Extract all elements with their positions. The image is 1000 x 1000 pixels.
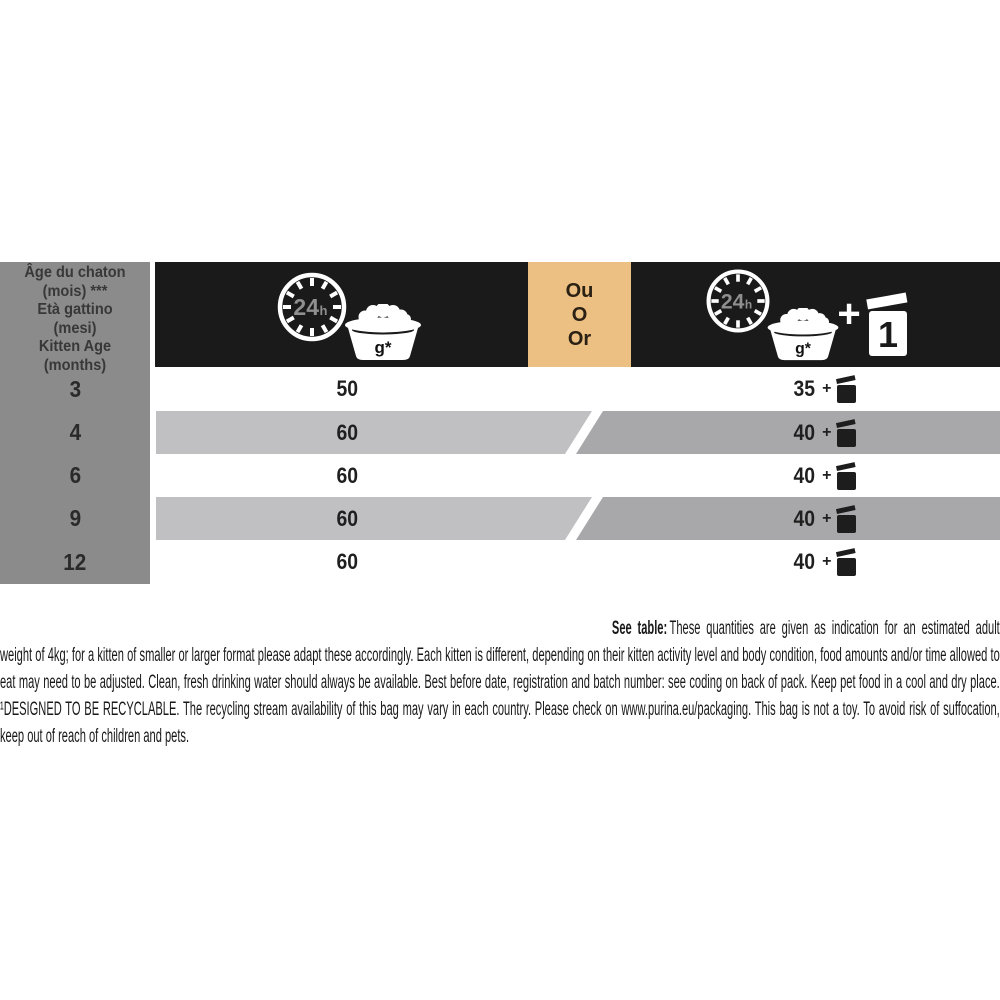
- wet-food-pouch-icon: [836, 548, 858, 576]
- or-cell: [528, 262, 631, 367]
- footnote-paragraph: [0, 615, 1000, 750]
- food-bowl-icon: [340, 304, 426, 362]
- age-value: 6: [69, 462, 81, 488]
- svg-text:24: 24: [720, 290, 745, 314]
- age-value: 9: [69, 505, 81, 531]
- svg-text:g*: g*: [795, 340, 811, 358]
- footnote-label: See table:: [611, 618, 668, 639]
- age-header-line: Kitten Age: [38, 338, 112, 355]
- svg-text:1: 1: [877, 314, 899, 355]
- combo-grams-value: 40 +: [740, 540, 910, 584]
- combo-grams-value: 40 +: [740, 454, 910, 497]
- table-header: [155, 262, 1000, 367]
- age-value: 3: [69, 375, 81, 402]
- plus-sign: +: [822, 509, 832, 527]
- wet-food-pouch-icon: [836, 375, 858, 403]
- wet-food-pouch-icon: [836, 419, 858, 447]
- dry-grams-value: 60: [336, 462, 358, 488]
- svg-text:24: 24: [293, 294, 319, 320]
- plus-sign: +: [822, 423, 832, 441]
- age-value: 4: [69, 419, 81, 445]
- combo-grams-value: 40 +: [740, 497, 910, 540]
- footnote-text: These quantities are given as indication for an estimated adult weight of 4kg; for a kitten of smaller or larger format please adapt these accordingly. Each kitten is different, depending on their kitten activity level and body condition, food amounts and/or time allowed to eat may need to be adjusted. Clean, fresh drinking water should always be available. Best before date, registration and batch number: see coding on back of pack. Keep pet food in a cool and dry place. ¹DESIGNED TO BE RECYCLABLE. The recycling stream availability of this bag may vary in each country. Please check on www.purina.eu/packaging. This bag is not a toy. To avoid risk of suffocation, keep out of reach of children and pets.: [0, 618, 1000, 747]
- age-header-line: (mesi): [53, 319, 97, 337]
- dry-grams-value: 50: [336, 376, 358, 401]
- combo-grams-value: 40 +: [740, 411, 910, 454]
- dry-grams-value: 60: [336, 505, 358, 531]
- plus-sign: +: [822, 466, 832, 484]
- dry-grams-value: 60: [336, 419, 358, 445]
- wet-food-pouch-icon: [836, 505, 858, 533]
- combo-grams-value: 35 +: [740, 367, 910, 411]
- svg-text:g*: g*: [374, 338, 392, 357]
- or-label: Or: [567, 327, 592, 350]
- age-value: 12: [63, 548, 87, 575]
- svg-text:h: h: [319, 303, 328, 318]
- or-label: Ou: [565, 279, 594, 302]
- age-column-header: [5, 264, 146, 375]
- age-header-line: Età gattino: [37, 301, 113, 318]
- wet-food-pouch-icon: [836, 462, 858, 490]
- age-header-line: (mois) ***: [42, 282, 108, 300]
- plus-sign: +: [837, 292, 861, 336]
- wet-food-pouch-icon: [866, 289, 910, 357]
- age-header-line: Âge du chaton: [24, 264, 126, 281]
- dry-grams-value: 60: [336, 549, 358, 574]
- clock-24h-icon: [275, 270, 349, 344]
- plus-sign: +: [822, 553, 832, 570]
- age-header-line: (months): [43, 356, 107, 374]
- plus-sign: +: [822, 380, 832, 397]
- svg-text:h: h: [744, 297, 753, 312]
- or-label: O: [571, 303, 588, 326]
